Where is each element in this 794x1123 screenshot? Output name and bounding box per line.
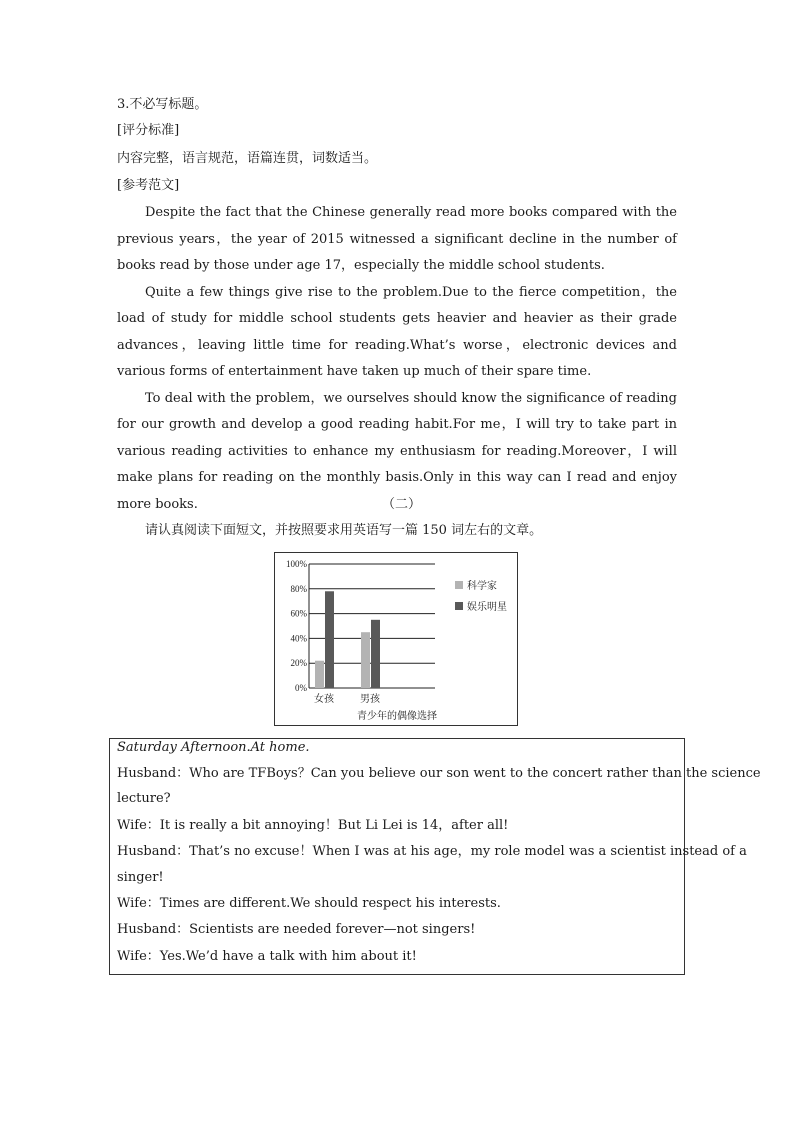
essay-paragraph-2: Quite a few things give rise to the problem.Due to the fierce competition，the load of study for middle school students gets heavier and heavier as their grade advances，leaving little time for reading.What’s worse，electronic devices and various forms of entertainment have taken up much of their spare time. [117,284,677,379]
essay-paragraph-3: To deal with the problem，we ourselves should know the significance of reading for our growth and develop a good reading habit.For me，I will try to take part in various reading activities to enhance my enthusiasm for reading.Moreover，I will make plans for reading on the monthly basis.Only in this way can I read and enjoy more books. [117,390,677,512]
bar [371,620,380,688]
y-tick-label: 100% [286,559,307,569]
y-tick-label: 60% [290,608,307,619]
section-title: （二） [382,497,422,512]
y-tick-label: 20% [290,658,307,669]
sample-essay [117,200,677,518]
y-tick-label: 80% [290,583,307,594]
sample-header: [参考范文] [117,178,180,193]
legend-swatch [455,602,463,610]
chart-canvas [275,553,517,725]
essay-paragraph-1: Despite the fact that the Chinese generally read more books compared with the previous years，the year of 2015 witnessed a significant decline in the number of books read by those under age 17，especially the middle school students. [117,205,677,273]
dialogue-line: Husband：Scientists are needed forever—not singers! [117,922,476,937]
bar [361,632,370,688]
bar [325,591,334,688]
dialogue-line: Wife：Times are different.We should respect his interests. [117,896,501,911]
dialogue-line: Wife：Yes.We’d have a talk with him about it! [117,949,417,964]
legend-label: 科学家 [467,581,497,592]
scoring-text: 内容完整，语言规范，语篇连贯，词数适当。 [117,151,378,166]
requirement-item-3: 3.不必写标题。 [117,97,208,112]
writing-instruction: 请认真阅读下面短文，并按照要求用英语写一篇 150 词左右的文章。 [145,523,543,538]
legend-swatch [455,581,463,589]
dialogue-line: singer! [117,870,164,885]
dialogue-line: Husband：Who are TFBoys？Can you believe our son went to the concert rather than the science [117,766,761,781]
legend-label: 娱乐明星 [467,602,507,613]
dialogue-box [109,738,761,975]
scoring-header: [评分标准] [117,123,180,138]
dialogue-line: Wife：It is really a bit annoying！But Li Lei is 14，after all! [117,818,509,833]
y-tick-label: 40% [290,633,307,644]
bar [315,661,324,688]
dialogue-line: lecture? [117,791,171,806]
idol-choice-chart [274,552,518,726]
x-tick-label: 男孩 [360,694,380,705]
chart-title: 青少年的偶像选择 [357,711,437,722]
y-tick-label: 0% [295,683,307,693]
x-tick-label: 女孩 [314,694,334,705]
dialogue-scene: Saturday Afternoon.At home. [117,740,310,755]
dialogue-line: Husband：That’s no excuse！When I was at his age，my role model was a scientist instead of a [117,844,747,859]
